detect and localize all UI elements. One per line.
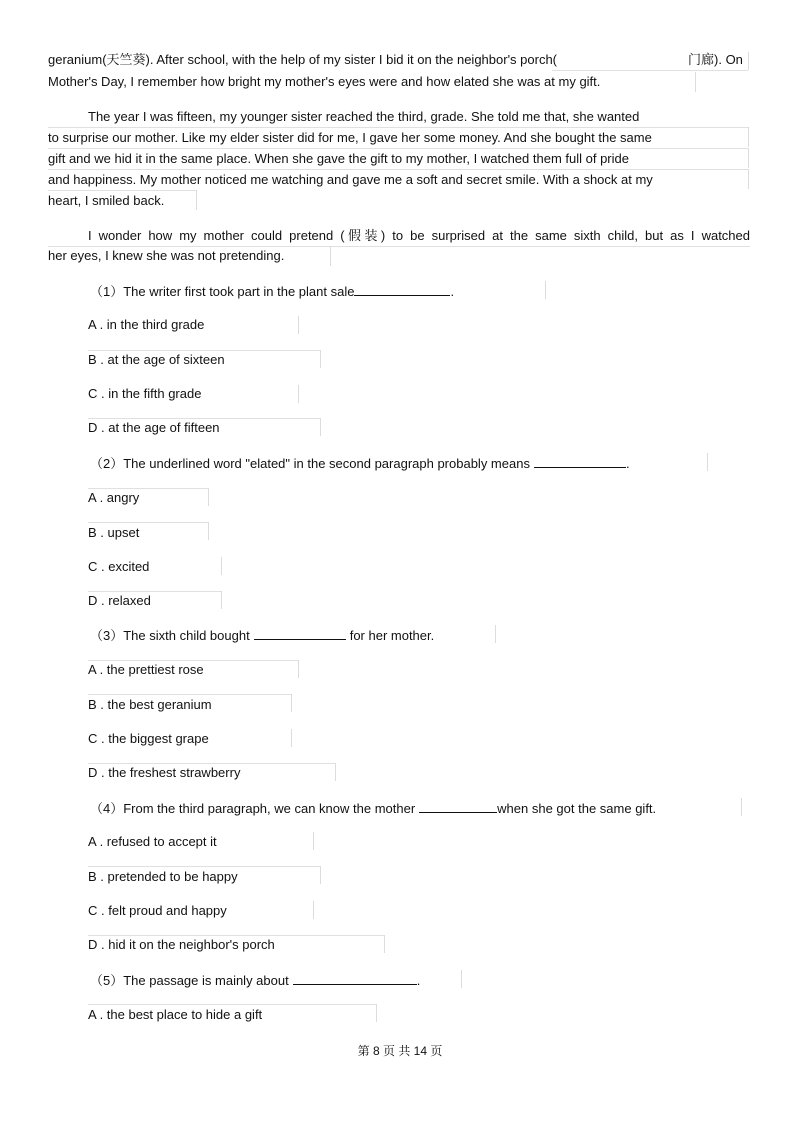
question-text: From the third paragraph, we can know the mother: [123, 801, 416, 816]
question-text: .: [625, 456, 630, 471]
passage-line: heart, I smiled back.: [48, 193, 165, 208]
question-number: （1）: [90, 284, 124, 299]
passage-text: ) to be surprised at the same sixth child, but as I watched: [380, 228, 750, 243]
question-3: [90, 627, 434, 644]
passage-text: 天竺葵: [106, 52, 146, 67]
passage-text: geranium(: [48, 52, 107, 67]
question-text: .: [450, 284, 455, 299]
option-a[interactable]: A . in the third grade: [88, 317, 205, 332]
option-d[interactable]: D . at the age of fifteen: [88, 420, 220, 435]
passage-line: and happiness. My mother noticed me watching and gave me a soft and secret smile. With a shock at my: [48, 172, 653, 187]
question-number: （4）: [90, 801, 124, 816]
option-d[interactable]: D . hid it on the neighbor's porch: [88, 937, 275, 952]
passage-text: 假装: [344, 228, 381, 243]
option-b[interactable]: B . at the age of sixteen: [88, 352, 225, 367]
passage-line: [688, 52, 743, 68]
question-text: The writer first took part in the plant sale: [123, 284, 355, 299]
option-b[interactable]: B . the best geranium: [88, 697, 212, 712]
page-number: 第 8 页 共 14 页: [357, 1044, 443, 1058]
option-a[interactable]: A . refused to accept it: [88, 834, 217, 849]
passage-line: Mother's Day, I remember how bright my mother's eyes were and how elated she was at my gift.: [48, 74, 601, 89]
answer-blank: [354, 283, 450, 296]
passage-line: to surprise our mother. Like my elder sister did for me, I gave her some money. And she bought the same: [48, 130, 652, 145]
question-text: The passage is mainly about: [123, 973, 289, 988]
option-c[interactable]: C . in the fifth grade: [88, 386, 202, 401]
option-a[interactable]: A . the prettiest rose: [88, 662, 204, 677]
question-5: [90, 972, 420, 989]
question-text: .: [416, 973, 421, 988]
question-text: The underlined word "elated" in the second paragraph probably means: [123, 456, 530, 471]
passage-text: ). On: [714, 52, 743, 67]
option-c[interactable]: C . felt proud and happy: [88, 903, 227, 918]
option-c[interactable]: C . the biggest grape: [88, 731, 209, 746]
passage-line: gift and we hid it in the same place. When she gave the gift to my mother, I watched them full of pride: [48, 151, 629, 166]
answer-blank: [254, 627, 346, 640]
passage-line: her eyes, I knew she was not pretending.: [48, 248, 285, 263]
option-d[interactable]: D . the freshest strawberry: [88, 765, 241, 780]
option-a[interactable]: A . the best place to hide a gift: [88, 1007, 263, 1022]
option-b[interactable]: B . upset: [88, 525, 140, 540]
passage-line: The year I was fifteen, my younger sister reached the third, grade. She told me that, she wanted: [88, 109, 640, 124]
answer-blank: [534, 455, 626, 468]
answer-blank: [419, 800, 497, 813]
question-text: for her mother.: [349, 628, 435, 643]
question-number: （5）: [90, 973, 124, 988]
passage-text: ). After school, with the help of my sister I bid it on the neighbor's porch(: [145, 52, 558, 67]
answer-blank: [293, 972, 417, 985]
question-text: The sixth child bought: [123, 628, 250, 643]
passage-text: I wonder how my mother could pretend (: [88, 228, 345, 243]
passage-line: [88, 228, 750, 244]
question-number: （3）: [90, 628, 124, 643]
question-2: [90, 455, 630, 472]
option-d[interactable]: D . relaxed: [88, 593, 151, 608]
passage-text: 门廊: [688, 52, 715, 67]
question-4: [90, 800, 656, 817]
option-b[interactable]: B . pretended to be happy: [88, 869, 238, 884]
passage-line: [48, 52, 748, 68]
option-a[interactable]: A . angry: [88, 490, 140, 505]
question-number: （2）: [90, 456, 124, 471]
question-1: [90, 283, 454, 300]
option-c[interactable]: C . excited: [88, 559, 150, 574]
question-text: when she got the same gift.: [497, 801, 657, 816]
